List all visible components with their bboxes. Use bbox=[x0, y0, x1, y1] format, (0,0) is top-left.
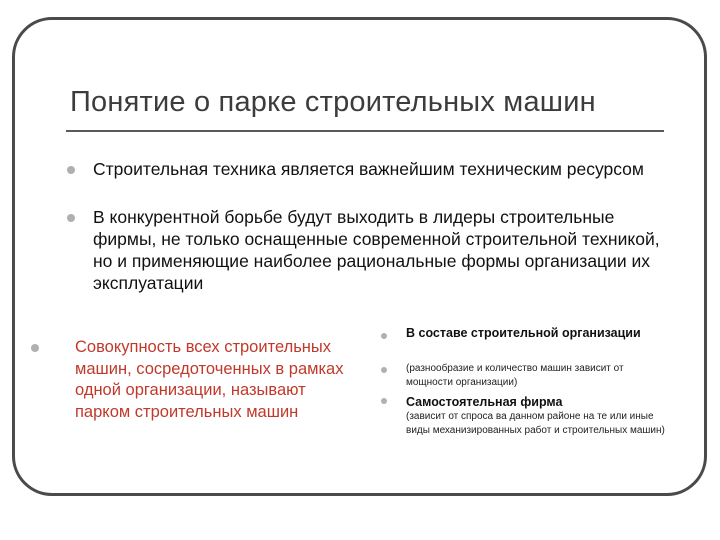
bullet-dot-icon bbox=[381, 333, 387, 339]
main-bullet-2: В конкурентной борьбе будут выходить в лидеры строительные фирмы, не только оснащенные современной строительной техникой, но и применяющие наиболее рациональные формы организации их эксплуатации bbox=[93, 207, 660, 293]
park-definition: Совокупность всех строительных машин, сосредоточенных в рамках одной организации, называют парком строительных машин bbox=[75, 338, 344, 421]
main-bullet-1: Строительная техника является важнейшим техническим ресурсом bbox=[93, 159, 644, 179]
right-item-3-note: (зависит от спроса ва данном районе на те или иные виды механизированных работ и строительных машин) bbox=[406, 411, 665, 436]
slide-title: Понятие о парке строительных машин bbox=[70, 86, 596, 118]
bullet-dot-icon bbox=[67, 214, 75, 222]
right-item-2-note: (разнообразие и количество машин зависит от мощности организации) bbox=[406, 363, 624, 388]
bullet-dot-icon bbox=[381, 398, 387, 404]
bullet-dot-icon bbox=[67, 166, 75, 174]
right-item-1-heading: В составе строительной организации bbox=[406, 326, 641, 340]
bullet-dot-icon bbox=[381, 367, 387, 373]
bullet-dot-icon bbox=[31, 344, 39, 352]
right-item-3-heading: Самостоятельная фирма bbox=[406, 395, 563, 409]
title-divider bbox=[66, 130, 664, 132]
